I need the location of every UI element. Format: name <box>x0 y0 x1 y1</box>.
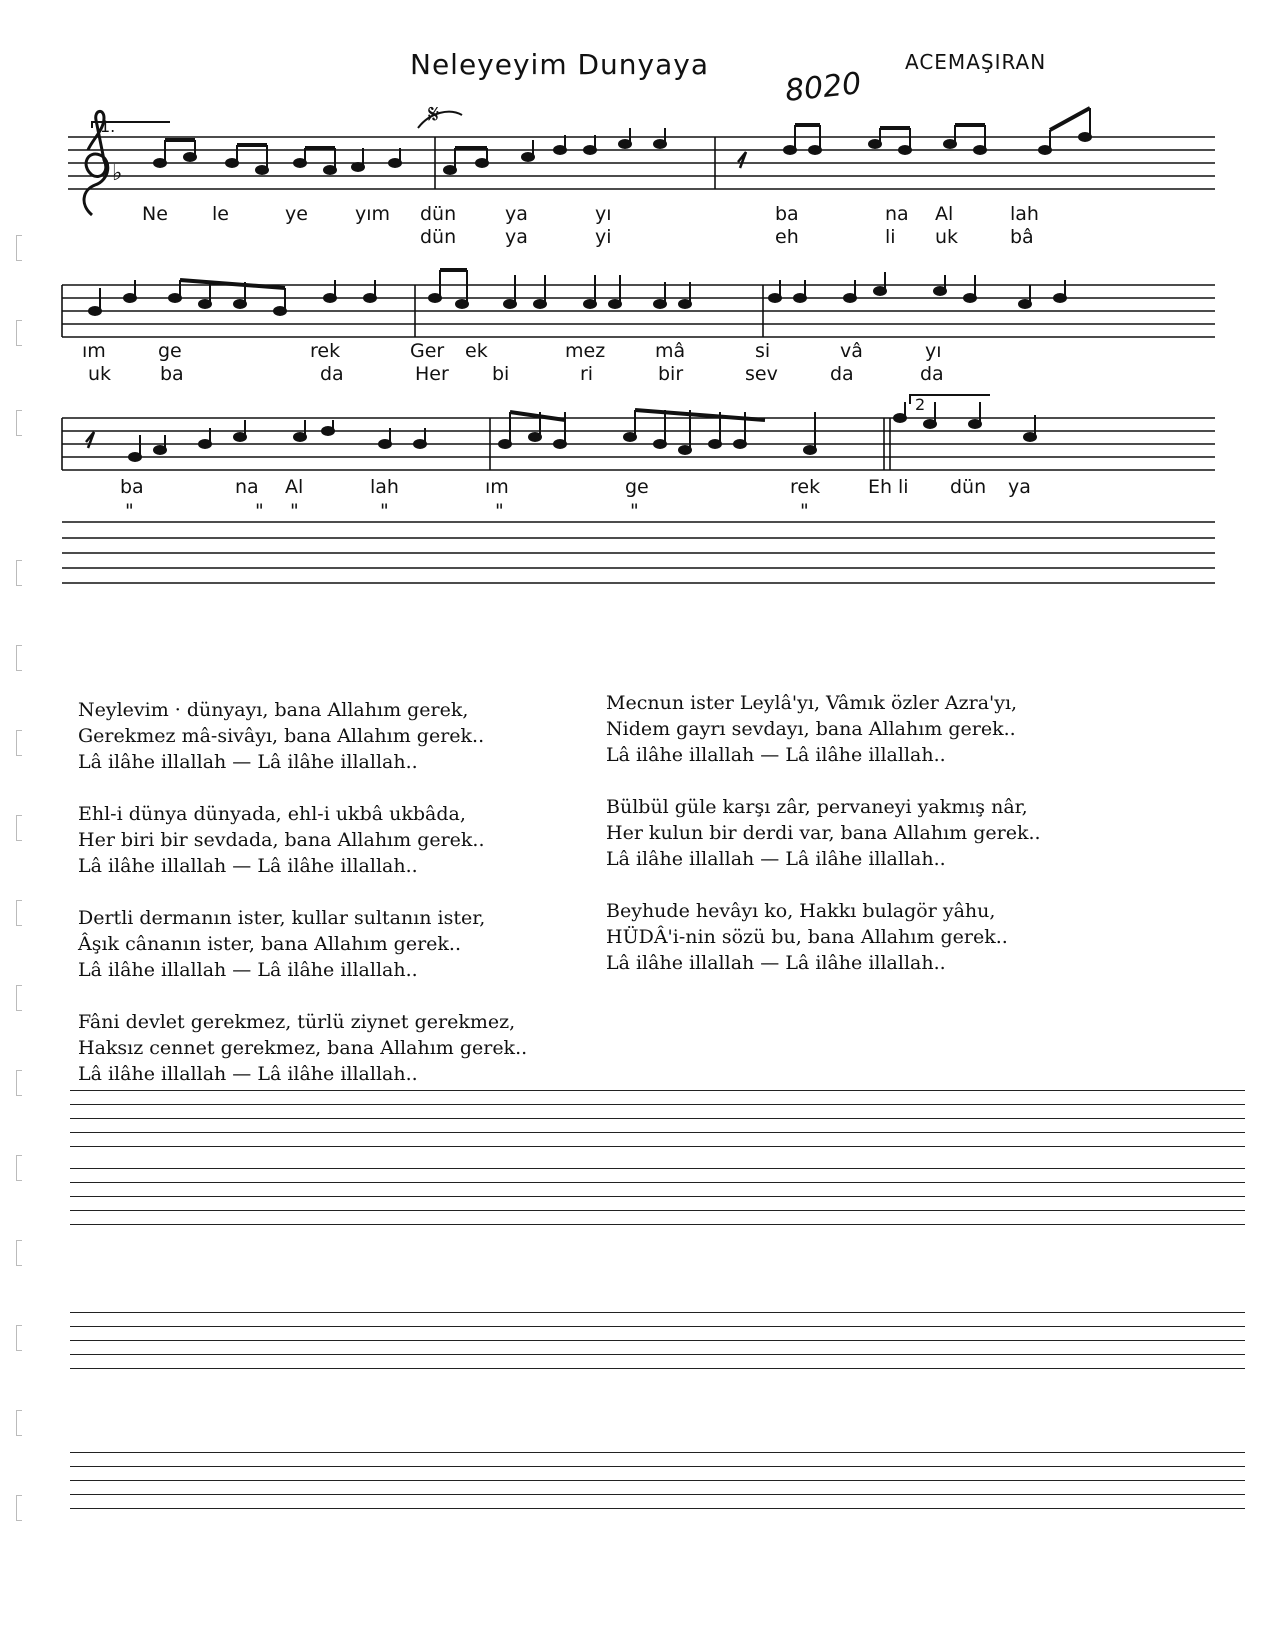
lyrics-system-3-ditto: " " " " " " " <box>125 500 809 522</box>
lyrics-system-1-line-2: dün ya yi eh li uk bâ <box>420 226 1034 248</box>
verse-1: Neylevim · dünyayı, bana Allahım gerek, Gerekmez mâ-sivâyı, bana Allahım gerek.. Lâ ilâhe illallah — Lâ ilâhe illallah.. <box>78 699 485 773</box>
verses-right-column <box>606 690 1041 1002</box>
lyrics-system-1-line-1: Ne le ye yım dün ya yı ba na Al lah <box>142 203 1039 225</box>
notes-system-2 <box>89 270 1066 315</box>
verse-7: Beyhude hevâyı ko, Hakkı bulagör yâhu, HÜDÂ'i-nin sözü bu, bana Allahım gerek.. Lâ ilâhe illallah — Lâ ilâhe illallah.. <box>606 900 1008 974</box>
song-title: Neleyeyim Dunyaya <box>410 48 710 81</box>
segno-sign: 𝄋 <box>428 100 440 130</box>
volta-2-label: 2 <box>915 395 926 414</box>
lyrics-system-2-line-1: ım ge rek Ger ek mez mâ si vâ yı <box>82 340 942 362</box>
verse-6: Bülbül güle karşı zâr, pervaneyi yakmış nâr, Her kulun bir derdi var, bana Allahım gerek.. Lâ ilâhe illallah — Lâ ilâhe illallah.. <box>606 796 1041 870</box>
notes-system-1 <box>154 108 1091 174</box>
music-score <box>0 0 1275 620</box>
verse-3: Dertli dermanın ister, kullar sultanın ister, Âşık cânanın ister, bana Allahım gerek.. Lâ ilâhe illallah — Lâ ilâhe illallah.. <box>78 907 486 981</box>
verse-2: Ehl-i dünya dünyada, ehl-i ukbâ ukbâda, Her biri bir sevdada, bana Allahım gerek.. Lâ ilâhe illallah — Lâ ilâhe illallah.. <box>78 803 485 877</box>
makam-name: ACEMAŞIRAN <box>905 50 1047 74</box>
staff-system-2 <box>62 285 1215 337</box>
lyrics-system-2-line-2: uk ba da Her bi ri bir sev da da <box>88 363 944 385</box>
song-number: 8020 <box>783 66 863 109</box>
svg-text:♭: ♭ <box>112 161 123 186</box>
blank-staff-4 <box>70 1452 1245 1522</box>
lyrics-system-3-line-1: ba na Al lah ım ge rek Eh li dün ya <box>120 476 1031 498</box>
blank-staff-3 <box>70 1312 1245 1382</box>
verse-4: Fâni devlet gerekmez, türlü ziynet gerekmez, Haksız cennet gerekmez, bana Allahım gerek.. Lâ ilâhe illallah — Lâ ilâhe illallah.. <box>78 1011 528 1085</box>
blank-staff-top <box>62 522 1215 583</box>
staff-system-3 <box>62 418 1215 470</box>
volta-1-label: 1. <box>100 117 116 136</box>
blank-staff-2 <box>70 1168 1245 1238</box>
blank-staff-1 <box>70 1090 1245 1160</box>
verse-5: Mecnun ister Leylâ'yı, Vâmık özler Azra'yı, Nidem gayrı sevdayı, bana Allahım gerek.. Lâ ilâhe illallah — Lâ ilâhe illallah.. <box>606 692 1018 766</box>
verses-left-column <box>78 697 527 1113</box>
